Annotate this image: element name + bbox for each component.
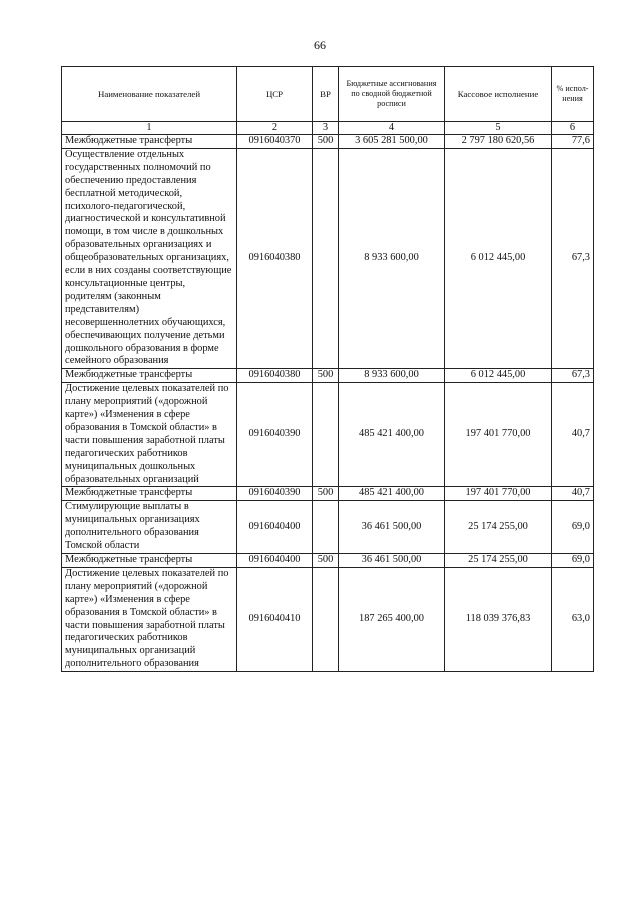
column-header-budget: Бюджетные ассигнования по сводной бюджетной росписи	[339, 67, 445, 122]
row-csr: 0916040400	[237, 501, 313, 554]
row-percent: 77,6	[552, 135, 594, 149]
column-header-name: Наименование показателей	[62, 67, 237, 122]
row-budget: 485 421 400,00	[339, 383, 445, 487]
row-budget: 36 461 500,00	[339, 554, 445, 568]
column-number: 4	[339, 122, 445, 135]
row-cash: 25 174 255,00	[445, 501, 552, 554]
column-number: 2	[237, 122, 313, 135]
row-csr: 0916040390	[237, 383, 313, 487]
row-vr: 500	[313, 135, 339, 149]
row-cash: 2 797 180 620,56	[445, 135, 552, 149]
row-cash: 6 012 445,00	[445, 148, 552, 368]
column-header-csr: ЦСР	[237, 67, 313, 122]
row-vr: 500	[313, 487, 339, 501]
row-percent: 40,7	[552, 487, 594, 501]
row-vr: 500	[313, 554, 339, 568]
row-csr: 0916040410	[237, 567, 313, 671]
column-number: 5	[445, 122, 552, 135]
row-percent: 69,0	[552, 501, 594, 554]
row-name: Межбюджетные трансферты	[62, 369, 237, 383]
column-header-cash: Кассовое исполнение	[445, 67, 552, 122]
row-percent: 63,0	[552, 567, 594, 671]
column-number: 1	[62, 122, 237, 135]
row-name: Осуществление отдельных государственных полномочий по обеспечению предоставления бесплатной методической, психолого-педагогической, диагностической и консультативной помощи, в том числе в дошкольных образовательных организациях и общеобразовательных организациях, если в них созданы соответствующие консультационные центры, родителям (законным представителям) несовершеннолетних обучающихся, обеспечивающих получение детьми дошкольного образования в форме семейного образования	[62, 148, 237, 368]
table-row	[62, 383, 594, 487]
table-row	[62, 369, 594, 383]
row-name: Достижение целевых показателей по плану мероприятий («дорожной карте») «Изменения в сфере образования в Томской области» в части повышения заработной платы педагогических работников муниципальных организаций дополнительного образования	[62, 567, 237, 671]
row-percent: 40,7	[552, 383, 594, 487]
row-percent: 67,3	[552, 369, 594, 383]
row-vr: 500	[313, 369, 339, 383]
table-row	[62, 135, 594, 149]
column-number: 6	[552, 122, 594, 135]
row-csr: 0916040380	[237, 148, 313, 368]
row-vr	[313, 501, 339, 554]
row-vr	[313, 567, 339, 671]
row-percent: 69,0	[552, 554, 594, 568]
row-cash: 6 012 445,00	[445, 369, 552, 383]
row-budget: 8 933 600,00	[339, 148, 445, 368]
table-row	[62, 148, 594, 368]
row-csr: 0916040400	[237, 554, 313, 568]
table-row	[62, 501, 594, 554]
column-header-vr: ВР	[313, 67, 339, 122]
page-number: 66	[314, 38, 326, 52]
row-cash: 197 401 770,00	[445, 383, 552, 487]
table-row	[62, 554, 594, 568]
row-budget: 8 933 600,00	[339, 369, 445, 383]
row-budget: 36 461 500,00	[339, 501, 445, 554]
row-budget: 485 421 400,00	[339, 487, 445, 501]
row-csr: 0916040390	[237, 487, 313, 501]
column-header-percent: % испол-нения	[552, 67, 594, 122]
row-cash: 118 039 376,83	[445, 567, 552, 671]
row-vr	[313, 148, 339, 368]
budget-execution-table	[61, 66, 594, 672]
table-row	[62, 487, 594, 501]
row-vr	[313, 383, 339, 487]
row-name: Стимулирующие выплаты в муниципальных организациях дополнительного образования Томской области	[62, 501, 237, 554]
row-name: Межбюджетные трансферты	[62, 135, 237, 149]
table-row	[62, 567, 594, 671]
row-cash: 197 401 770,00	[445, 487, 552, 501]
row-name: Межбюджетные трансферты	[62, 554, 237, 568]
column-number-row	[62, 122, 594, 135]
row-name: Достижение целевых показателей по плану мероприятий («дорожной карте») «Изменения в сфере образования в Томской области» в части повышения заработной платы педагогических работников муниципальных дошкольных образовательных организаций	[62, 383, 237, 487]
row-name: Межбюджетные трансферты	[62, 487, 237, 501]
row-budget: 187 265 400,00	[339, 567, 445, 671]
header-row	[62, 67, 594, 122]
row-csr: 0916040380	[237, 369, 313, 383]
row-csr: 0916040370	[237, 135, 313, 149]
row-cash: 25 174 255,00	[445, 554, 552, 568]
column-number: 3	[313, 122, 339, 135]
row-percent: 67,3	[552, 148, 594, 368]
row-budget: 3 605 281 500,00	[339, 135, 445, 149]
